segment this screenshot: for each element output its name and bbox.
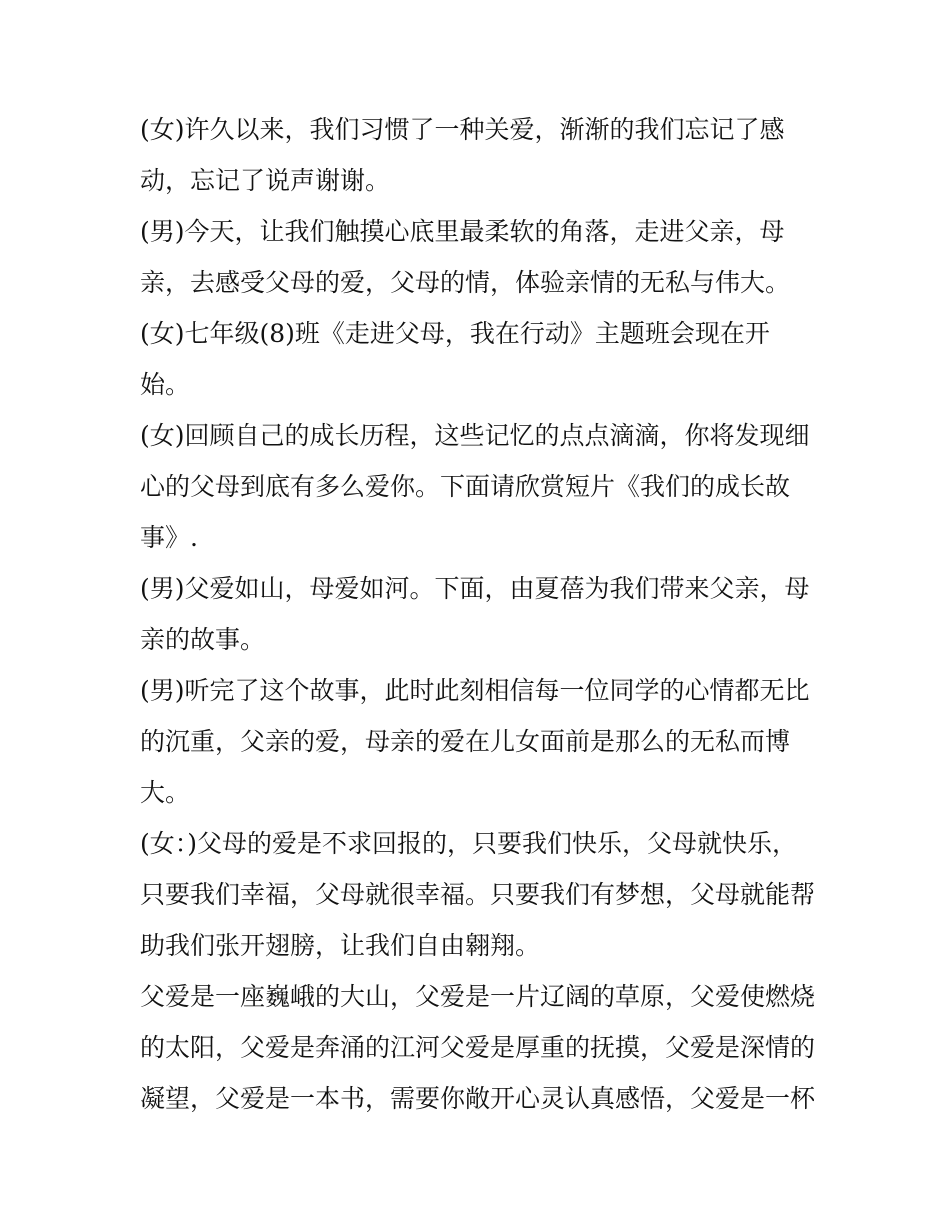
- text-line: 心的父母到底有多么爱你。下面请欣赏短片《我们的成长故: [140, 472, 791, 501]
- text-line: (男)听完了这个故事，此时此刻相信每一位同学的心情都无比: [140, 676, 810, 705]
- text-line: (男)父爱如山，母爱如河。下面，由夏蓓为我们带来父亲，母: [140, 574, 810, 603]
- text-line: 父爱是一座巍峨的大山，父爱是一片辽阔的草原，父爱使燃烧: [140, 982, 816, 1011]
- text-line: 亲的故事。: [140, 625, 266, 654]
- text-line: 的太阳，父爱是奔涌的江河父爱是厚重的抚摸，父爱是深情的: [140, 1033, 816, 1062]
- text-line: (女：)父母的爱是不求回报的，只要我们快乐，父母就快乐，: [140, 829, 798, 858]
- text-line: 始。: [140, 370, 191, 399]
- document-body: [140, 104, 820, 1124]
- text-line: (女)回顾自己的成长历程，这些记忆的点点滴滴，你将发现细: [140, 421, 810, 450]
- text-line: (男)今天，让我们触摸心底里最柔软的角落，走进父亲，母: [140, 217, 785, 246]
- paragraph-1: [140, 104, 820, 206]
- text-line: 只要我们幸福，父母就很幸福。只要我们有梦想，父母就能帮: [140, 880, 816, 909]
- text-line: 凝望，父爱是一本书，需要你敞开心灵认真感悟，父爱是一杯: [140, 1084, 816, 1113]
- paragraph-3: [140, 308, 820, 410]
- text-line: 助我们张开翅膀，让我们自由翱翔。: [140, 931, 541, 960]
- text-line: 大。: [140, 778, 191, 807]
- text-line: (女)七年级(8)班《走进父母，我在行动》主题班会现在开: [140, 319, 770, 348]
- paragraph-2: [140, 206, 820, 308]
- paragraph-8: [140, 971, 820, 1124]
- paragraph-6: [140, 665, 820, 818]
- text-line: (女)许久以来，我们习惯了一种关爱，渐渐的我们忘记了感: [140, 115, 785, 144]
- paragraph-5: [140, 563, 820, 665]
- text-line: 的沉重，父亲的爱，母亲的爱在儿女面前是那么的无私而博: [140, 727, 791, 756]
- paragraph-7: [140, 818, 820, 971]
- text-line: 亲，去感受父母的爱，父母的情，体验亲情的无私与伟大。: [140, 268, 791, 297]
- text-line: 事》.: [140, 523, 198, 552]
- paragraph-4: [140, 410, 820, 563]
- text-line: 动，忘记了说声谢谢。: [140, 166, 391, 195]
